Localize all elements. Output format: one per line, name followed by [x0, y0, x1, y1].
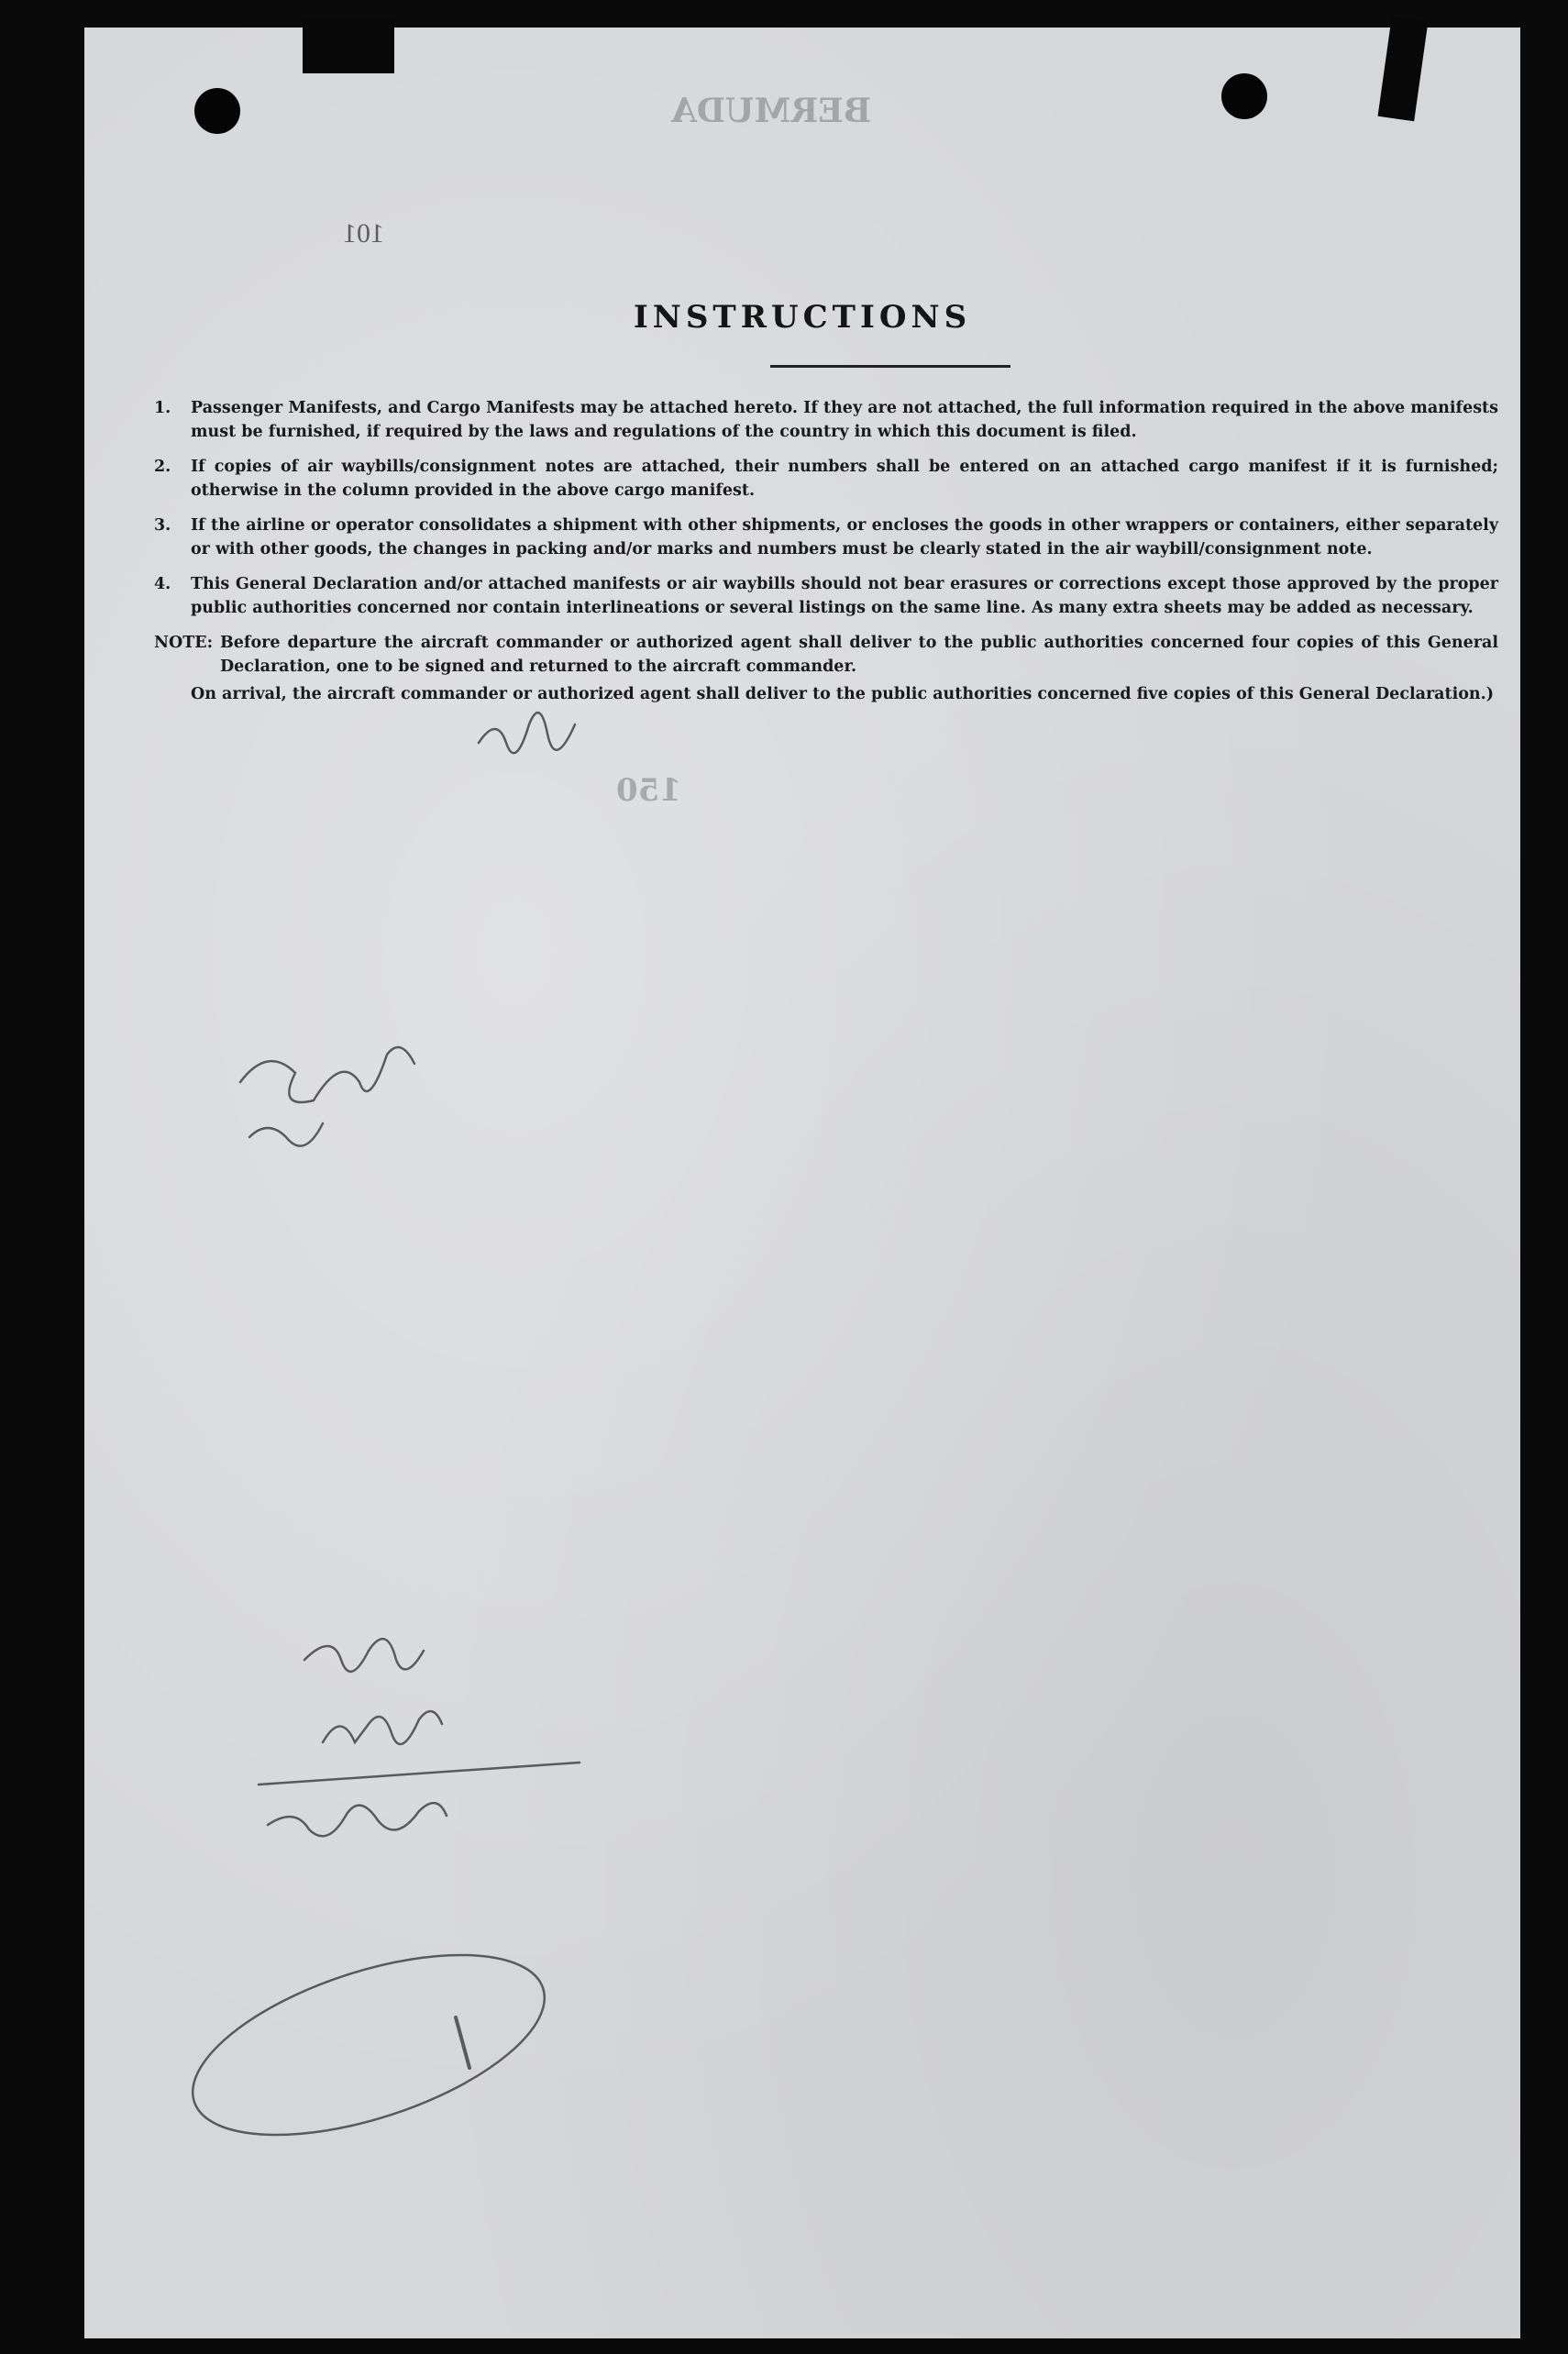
pencil-scribble	[240, 1047, 414, 1102]
item-number: 3.	[154, 516, 171, 535]
pencil-sum-line-3	[268, 1803, 447, 1836]
pencil-oval	[171, 1918, 566, 2172]
pencil-initials	[479, 713, 575, 753]
item-number: 1.	[154, 399, 171, 417]
pencil-sum-line-1	[304, 1639, 424, 1672]
page-title: INSTRUCTIONS	[633, 299, 972, 336]
document-page	[84, 28, 1520, 2338]
item-number: 4.	[154, 575, 171, 593]
note-arrival: On arrival, the aircraft commander or authorized agent shall deliver to the public authorities concerned five copies of this General Declaration.)	[191, 685, 1495, 703]
pencil-sum-line-2	[323, 1711, 442, 1744]
item-number: 2.	[154, 458, 171, 476]
pencil-mark-one	[456, 2017, 469, 2068]
handwritten-marks	[84, 28, 1520, 2338]
pencil-sum-rule	[259, 1763, 580, 1785]
item-text: If the airline or operator consolidates a shipment with other shipments, or encloses the goods in other wrappers or containers, either separately or with other goods, the changes in packing and/or marks and numbers must be clearly stated in the air waybill/consignment note.	[191, 516, 1498, 558]
note-departure: Before departure the aircraft commander or authorized agent shall deliver to the public authorities concerned four copies of this General Declaration, one to be signed and returned to the aircraft commander.	[220, 634, 1498, 676]
note-label: NOTE:	[154, 634, 214, 652]
punch-hole	[1221, 73, 1267, 119]
punch-hole	[194, 88, 240, 134]
ghost-header: BERMUDA	[671, 92, 872, 130]
item-text: Passenger Manifests, and Cargo Manifests may be attached hereto. If they are not attached, the full information required in the above manifests must be furnished, if required by the laws and regulations of the country in which this document is filed.	[191, 399, 1498, 441]
page-number: 101	[343, 218, 384, 249]
ghost-number: 150	[616, 772, 681, 809]
tape-mark-left	[303, 18, 394, 73]
item-text: If copies of air waybills/consignment notes are attached, their numbers shall be entered on an attached cargo manifest if it is furnished; otherwise in the column provided in the above cargo manifest.	[191, 458, 1498, 500]
item-text: This General Declaration and/or attached manifests or air waybills should not bear erasures or corrections except those approved by the proper public authorities concerned nor contain interlineations or several listings on the same line. As many extra sheets may be added as necessary.	[191, 575, 1498, 617]
